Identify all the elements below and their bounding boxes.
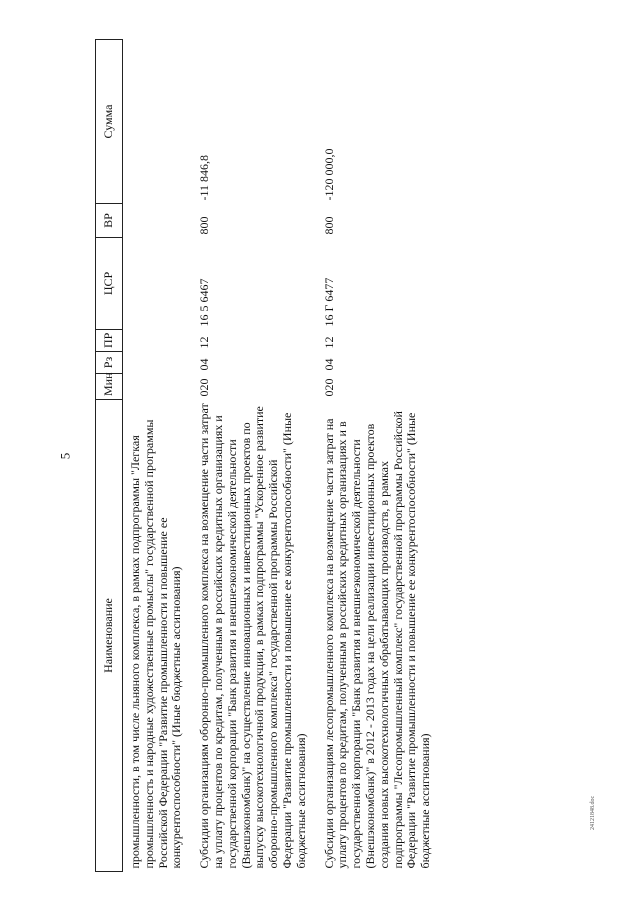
row-sum	[123, 40, 187, 204]
row-rz: 04	[197, 358, 212, 371]
header-vr: ВР	[96, 204, 123, 238]
row-vr: 800	[197, 216, 212, 235]
row-rz: 04	[321, 358, 336, 371]
row-rz	[123, 352, 187, 374]
row-vr: 800	[321, 216, 336, 235]
document-id: 24121848.doc	[590, 795, 596, 830]
row-pr: 12	[197, 336, 212, 349]
row-name: промышленности, в том числе льняного комплекса, в рамках подпрограммы "Легкая промышленность и народные художественные промыслы" государственной программы Российской Федерации "Развитие промышленности и повышение ее конкурентоспособности" (Иные бюджетные ассигнования)	[128, 419, 184, 869]
row-name: Субсидии организациям оборонно-промышленного комплекса на возмещение части затрат на уплату процентов по кредитам, полученным в российских кредитных организациях и государственной корпорации "Банк развития и внешнеэкономической деятельности (Внешэкономбанк)" на осуществление инновационных и инвестиционных проектов по выпуску высокотехнологичной продукции, в рамках подпрограммы "Ускоренное развитие оборонно-промышленного комплекса" государственной программы Российской Федерации "Развитие промышленности и повышение ее конкурентоспособности" (Иные бюджетные ассигнования)	[197, 403, 308, 869]
table-row	[186, 40, 310, 872]
row-csr: 16 5 6467	[197, 278, 212, 327]
table-row	[311, 40, 435, 872]
header-sum: Сумма	[96, 40, 123, 204]
row-sum: -120 000,0	[321, 148, 336, 201]
row-min: 020	[197, 378, 212, 397]
header-min: Мин	[96, 374, 123, 400]
table-row	[123, 40, 187, 872]
table-header-row	[96, 40, 123, 872]
row-name: Субсидии организациям лесопромышленного комплекса на возмещение части затрат на уплату процентов по кредитам, полученным в российских кредитных организациях и в государственной корпорации "Банк развития и внешнеэкономической деятельности (Внешэкономбанк)" в 2012 - 2013 годах на цели реализации инвестиционных проектов создания новых высокотехнологичных обрабатывающих производств, в рамках подпрограммы "Лесопромышленный комплекс" государственной программы Российской Федерации "Развитие промышленности и повышение ее конкурентоспособности" (Иные бюджетные ассигнования)	[321, 411, 433, 869]
header-csr: ЦСР	[96, 238, 123, 330]
budget-table-rotated	[95, 40, 525, 872]
row-min: 020	[321, 378, 336, 397]
row-sum: -11 846,8	[197, 154, 212, 201]
row-csr	[123, 238, 187, 330]
row-vr	[123, 204, 187, 238]
page-number: 5	[57, 452, 73, 460]
header-rz: Рз	[96, 352, 123, 374]
header-pr: ПР	[96, 330, 123, 352]
budget-table	[95, 39, 435, 872]
row-pr	[123, 330, 187, 352]
row-csr: 16 Г 6477	[321, 277, 336, 327]
row-pr: 12	[321, 336, 336, 349]
header-name: Наименование	[96, 400, 123, 872]
row-min	[123, 374, 187, 400]
